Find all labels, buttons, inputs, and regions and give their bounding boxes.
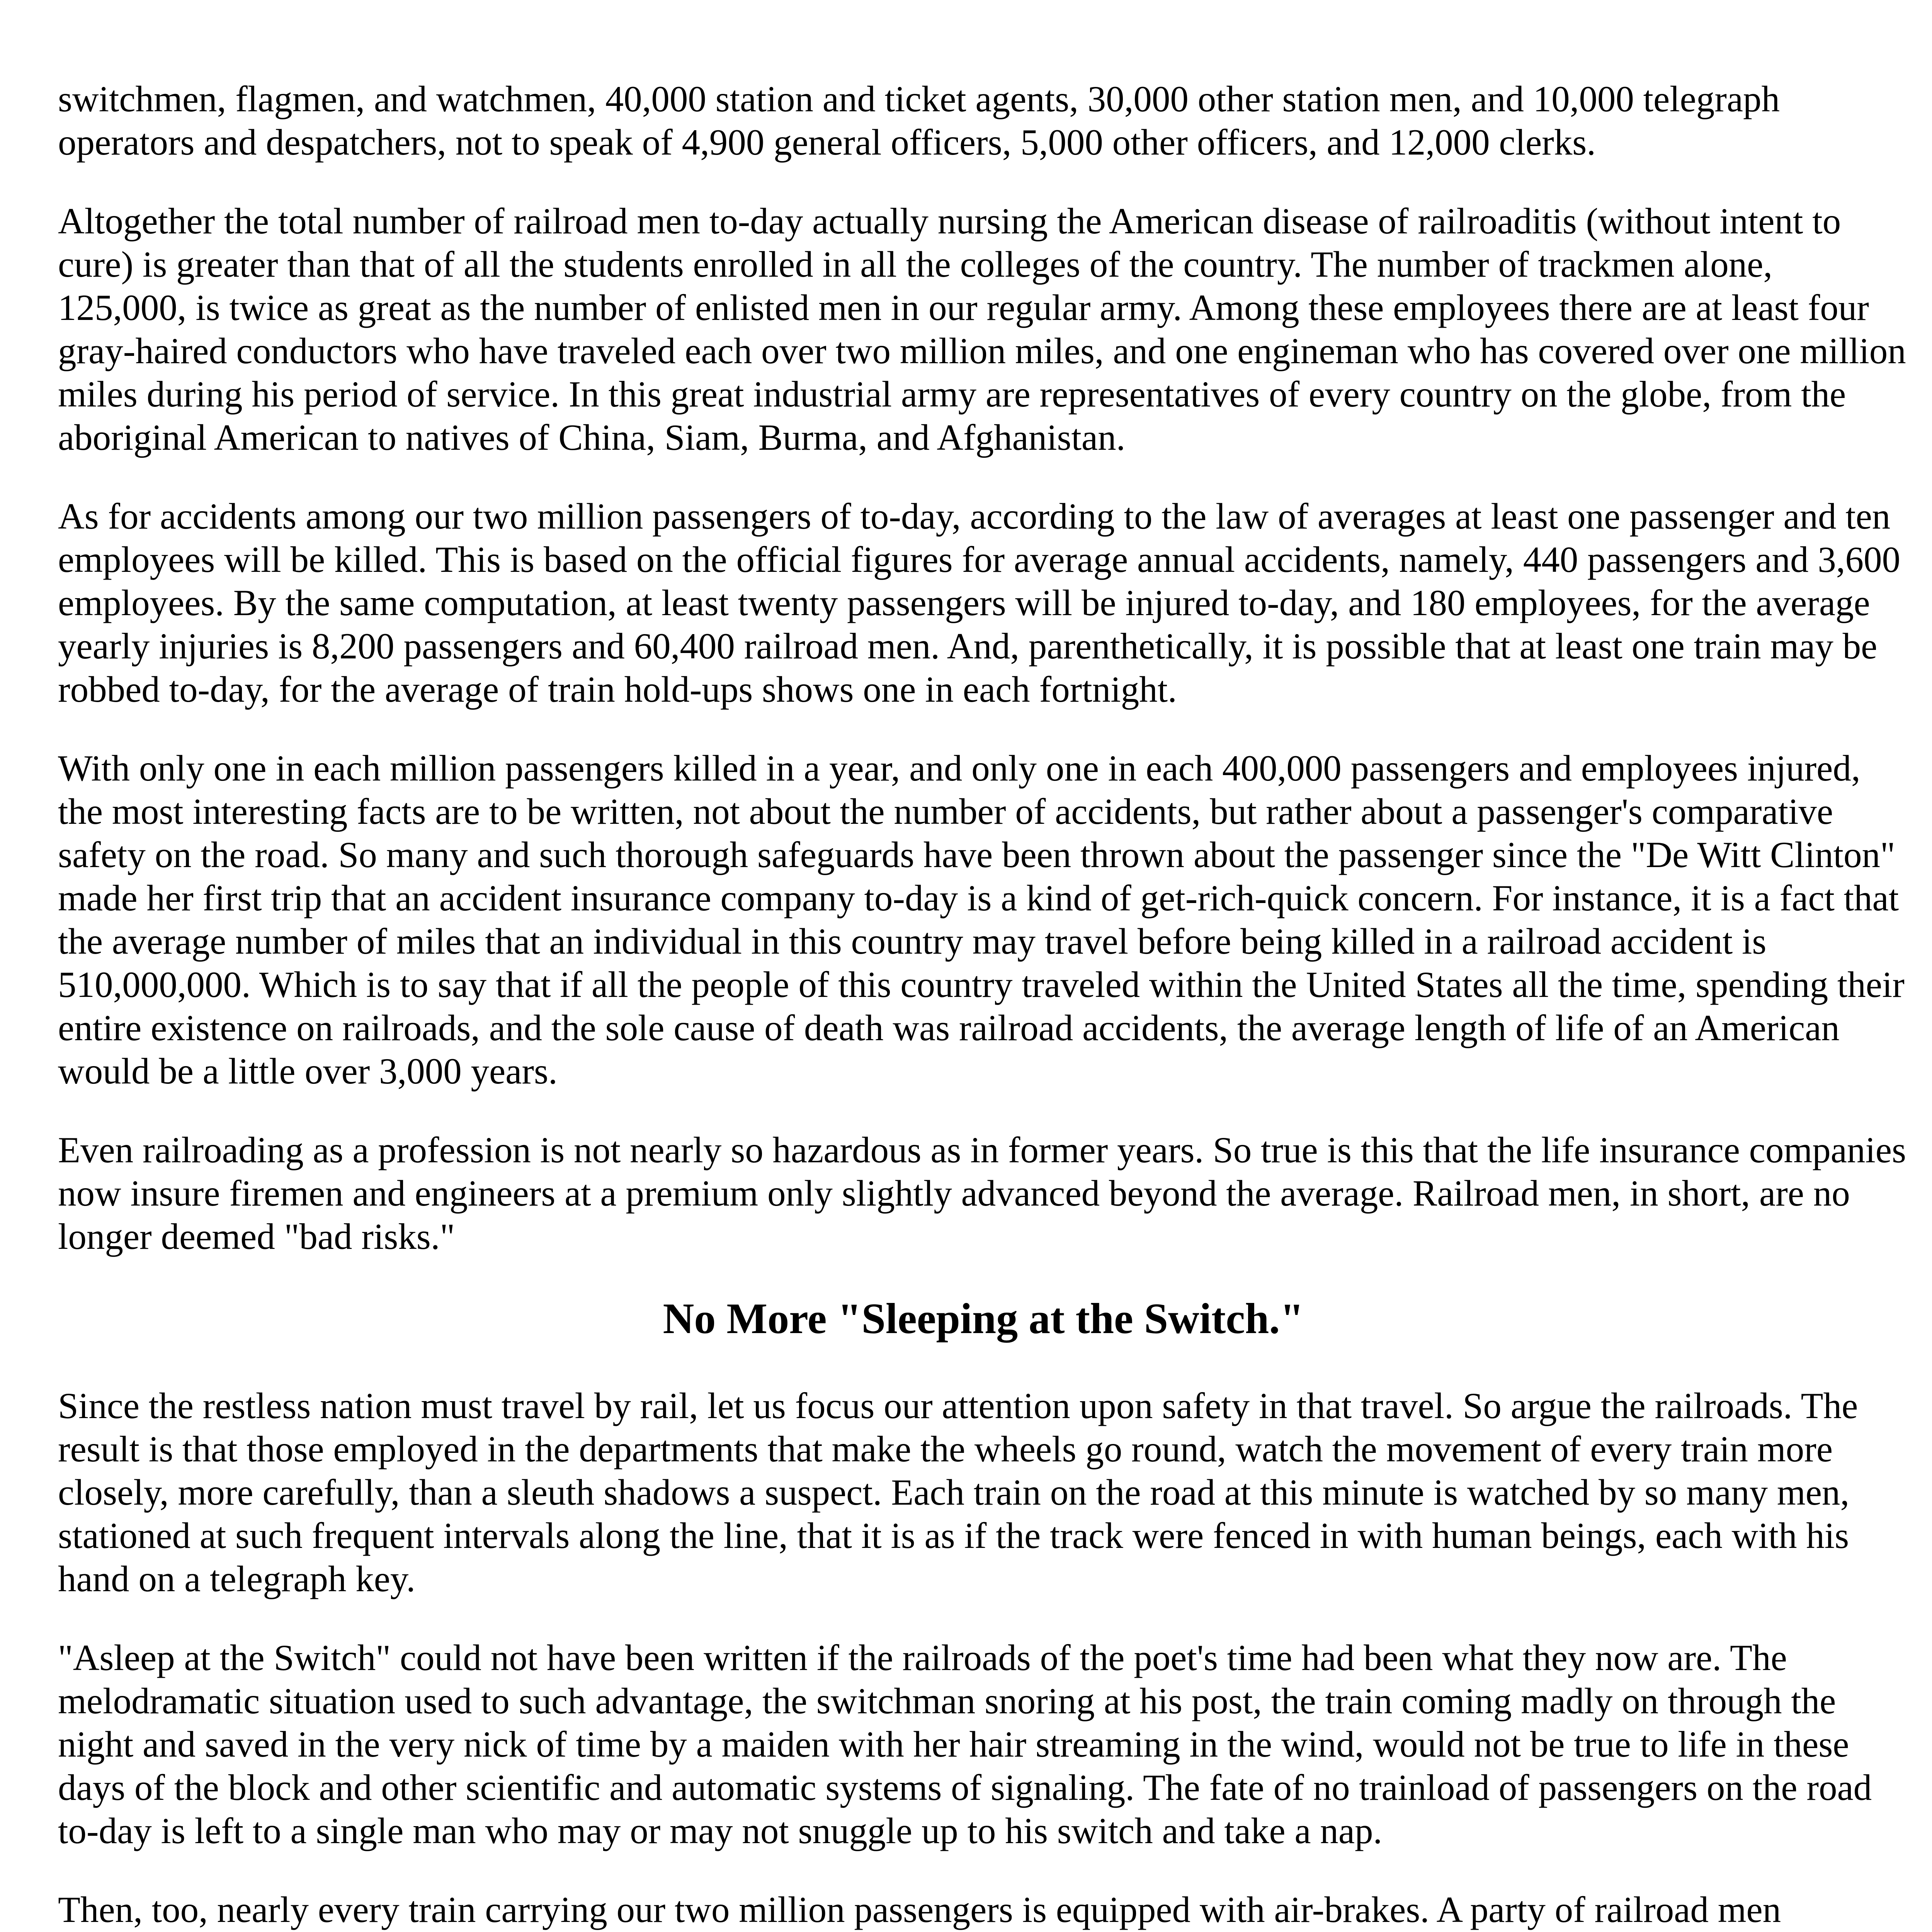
paragraph-2: Altogether the total number of railroad men to-day actually nursing the American disease of railroaditis (without intent to cure) is greater than that of all the students enrolled in all the colleges of the country. The number of trackmen alone, 125,000, is twice as great as the number of enlisted men in our regular army. Among these employees there are at least four gray-haired conductors who have traveled each over two million miles, and one engineman who has covered over one million miles during his period of service. In this great industrial army are representatives of every country on the globe, from the aboriginal American to natives of China, Siam, Burma, and Afghanistan. (58, 201, 1906, 458)
paragraph-4: With only one in each million passengers killed in a year, and only one in each 400,000 passengers and employees injured, the most interesting facts are to be written, not about the number of accidents, but rather about a passenger's comparative safety on the road. So many and such thorough safeguards have been thrown about the passenger since the "De Witt Clinton" made her first trip that an accident insurance company to-day is a kind of get-rich-quick concern. For instance, it is a fact that the average number of miles that an individual in this country may travel before being killed in a railroad accident is 510,000,000. Which is to say that if all the people of this country traveled within the United States all the time, spending their entire existence on railroads, and the sole cause of death was railroad accidents, the average length of life of an American would be a little over 3,000 years. (58, 748, 1905, 1092)
page-content (58, 77, 1909, 1932)
paragraph-5: Even railroading as a profession is not nearly so hazardous as in former years. So true is this that the life insurance companies now insure firemen and engineers at a premium only slightly advanced beyond the average. Railroad men, in short, are no longer deemed "bad risks." (58, 1129, 1906, 1257)
section-heading: No More "Sleeping at the Switch." (663, 1295, 1304, 1343)
paragraph-7: "Asleep at the Switch" could not have been written if the railroads of the poet's time had been what they now are. The melodramatic situation used to such advantage, the switchman snoring at his post, the train coming madly on through the night and saved in the very nick of time by a maiden with her hair streaming in the wind, would not be true to life in these days of the block and other scientific and automatic systems of signaling. The fate of no trainload of passengers on the road to-day is left to a single man who may or may not snuggle up to his switch and take a nap. (58, 1637, 1872, 1851)
paragraph-6: Since the restless nation must travel by rail, let us focus our attention upon safety in that travel. So argue the railroads. The result is that those employed in the departments that make the wheels go round, watch the movement of every train more closely, more carefully, than a sleuth shadows a suspect. Each train on the road at this minute is watched by so many men, stationed at such frequent intervals along the line, that it is as if the track were fenced in with human beings, each with his hand on a telegraph key. (58, 1385, 1858, 1599)
paragraph-8: Then, too, nearly every train carrying our two million passengers is equipped with air-brakes. A party of railroad men (58, 1889, 1781, 1930)
paragraph-3: As for accidents among our two million passengers of to-day, according to the law of averages at least one passenger and ten employees will be killed. This is based on the official figures for average annual accidents, namely, 440 passengers and 3,600 employees. By the same computation, at least twenty passengers will be injured to-day, and 180 employees, for the average yearly injuries is 8,200 passengers and 60,400 railroad men. And, parenthetically, it is possible that at least one train may be robbed to-day, for the average of train hold-ups shows one in each fortnight. (58, 496, 1900, 710)
paragraph-1: switchmen, flagmen, and watchmen, 40,000 station and ticket agents, 30,000 other station men, and 10,000 telegraph operators and despatchers, not to speak of 4,900 general officers, 5,000 other officers, and 12,000 clerks. (58, 78, 1780, 163)
